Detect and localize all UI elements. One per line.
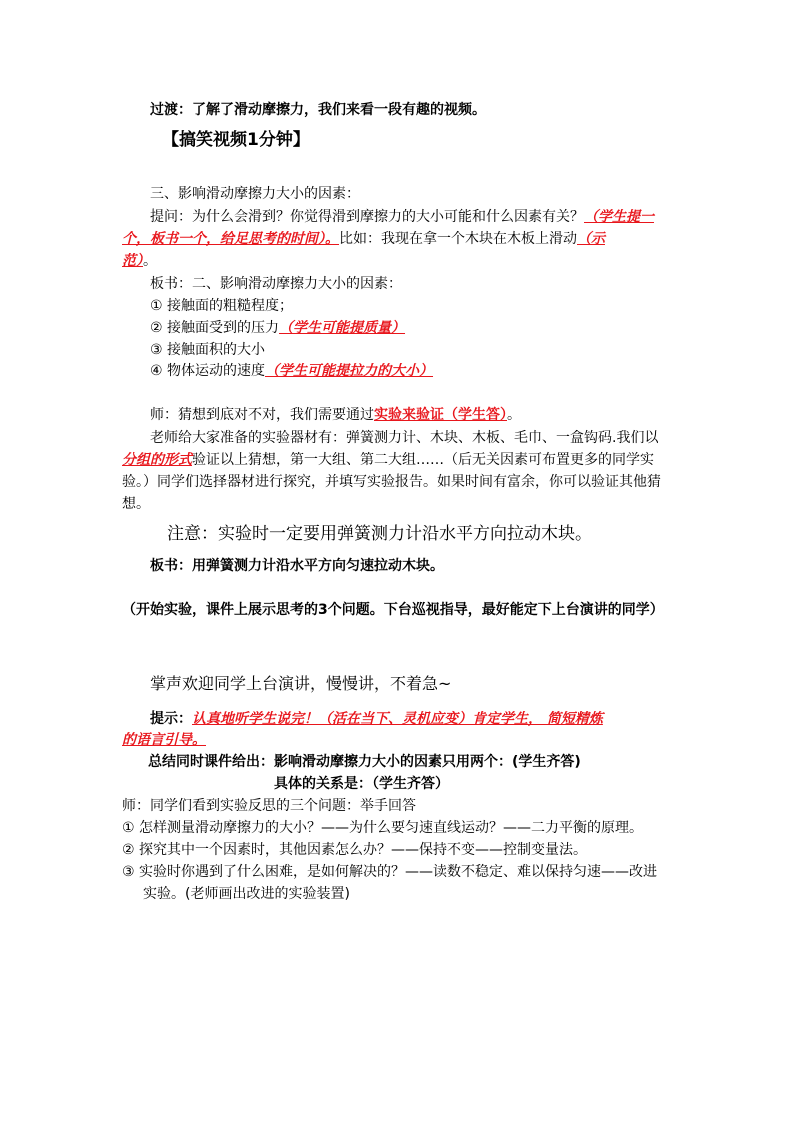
factor-4 (150, 361, 433, 381)
teacher-text: 师：猜想到底对不对，我们需要通过 (150, 407, 374, 423)
example-text: 比如：我现在拿一个木块在木板上滑动 (339, 231, 577, 247)
tip-line-2: 的语言引导。 (122, 732, 206, 748)
factor-2 (150, 318, 405, 338)
red-annotation: 分组的形式 (122, 452, 192, 468)
equipment-line: 老师给大家准备的实验器材有：弹簧测力计、木块、木板、毛巾、一盒钩码.我们以 (150, 430, 659, 446)
red-annotation: （学生提一 (584, 209, 654, 225)
teacher-verify-line (150, 405, 521, 425)
period: 。 (143, 253, 157, 269)
group-line-3: 想。 (122, 496, 150, 512)
factor-4-text: ④ 物体运动的速度 (150, 363, 266, 379)
transition-line: 过渡：了解了滑动摩擦力，我们来看一段有趣的视频。 (150, 102, 486, 118)
relation-line: 具体的关系是：（学生齐答） (274, 776, 449, 792)
group-text: 验证以上猜想，第一大组、第二大组……（后无关因素可布置更多的同学实 (192, 452, 654, 468)
red-annotation: （学生可能提质量） (279, 320, 406, 336)
factor-1: ① 接触面的粗糙程度； (150, 298, 294, 314)
question-line-2 (122, 229, 605, 249)
board-write-line: 板书：用弹簧测力计沿水平方向匀速拉动木块。 (150, 558, 444, 574)
group-line-2: 验。）同学们选择器材进行探究，并填写实验报告。如果时间有富余，你可以验证其他猜 (122, 474, 661, 490)
tip-label: 提示： (150, 711, 192, 727)
reflection-2: ② 探究其中一个因素时，其他因素怎么办？——保持不变——控制变量法。 (122, 842, 587, 858)
factor-2-text: ② 接触面受到的压力 (150, 320, 280, 336)
red-annotation: （示 (577, 231, 605, 247)
red-annotation: （学生可能提拉力的大小） (265, 363, 434, 379)
applause-line: 掌声欢迎同学上台演讲，慢慢讲，不着急~ (150, 674, 452, 693)
red-annotation: 认真地听学生说完！（活在当下、灵机应变）肯定学生， 简短精炼 (192, 711, 603, 727)
question-line (150, 207, 654, 227)
reflection-intro: 师：同学们看到实验反思的三个问题：举手回答 (122, 798, 416, 814)
tip-line (150, 709, 603, 729)
reflection-3: ③ 实验时你遇到了什么困难，是如何解决的？——读数不稳定、难以保持匀速——改进 (122, 864, 657, 880)
reflection-1: ① 怎样测量滑动摩擦力的大小？——为什么要匀速直线运动？——二力平衡的原理。 (122, 820, 643, 836)
reflection-3-cont: 实验。(老师画出改进的实验装置) (143, 886, 350, 902)
factor-3: ③ 接触面积的大小 (150, 342, 266, 358)
red-annotation: 范） (122, 253, 143, 269)
period: 。 (507, 407, 521, 423)
section-three-heading: 三、影响滑动摩擦力大小的因素： (150, 186, 360, 202)
note-line: 注意：实验时一定要用弹簧测力计沿水平方向拉动木块。 (167, 524, 592, 544)
question-line-3 (122, 251, 157, 271)
summary-line: 总结同时课件给出：影响滑动摩擦力大小的因素只用两个：(学生齐答) (148, 754, 581, 770)
group-line (122, 450, 654, 470)
question-text: 提问：为什么会滑到？你觉得滑到摩擦力的大小可能和什么因素有关？ (150, 209, 584, 225)
red-annotation: 个，板书一个，给足思考的时间）。 (122, 231, 339, 247)
start-experiment-line: （开始实验，课件上展示思考的3个问题。下台巡视指导，最好能定下上台演讲的同学） (122, 602, 664, 618)
video-heading: 【搞笑视频1分钟】 (162, 130, 310, 150)
board-heading: 板书：二、影响滑动摩擦力大小的因素： (150, 276, 402, 292)
red-annotation: 实验来验证（学生答） (374, 407, 507, 423)
